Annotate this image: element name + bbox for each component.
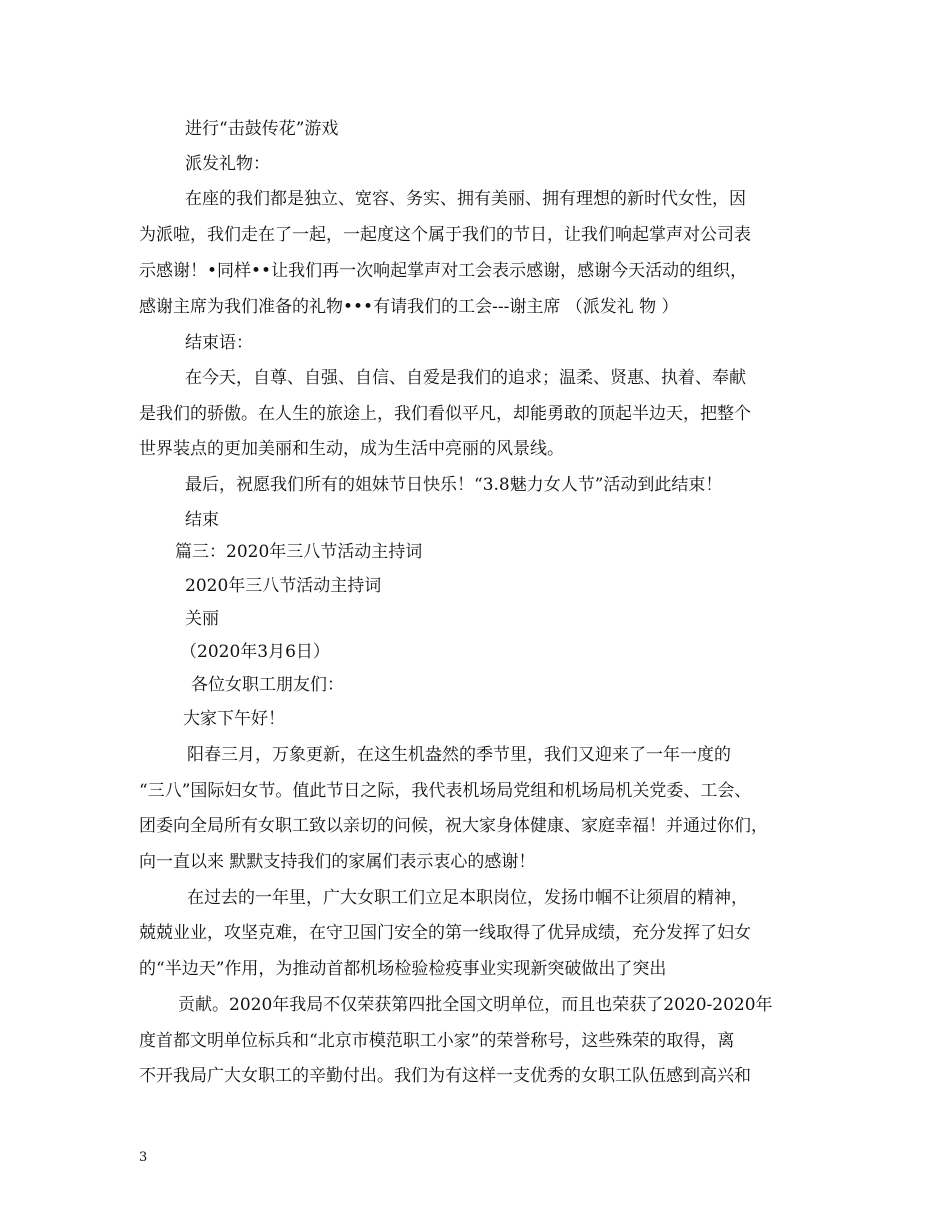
- text-line: 世界装点的更加美丽和生动，成为生活中亮丽的风景线。: [139, 439, 564, 459]
- text-line: 在座的我们都是独立、宽容、务实、拥有美丽、拥有理想的新时代女性，因: [185, 189, 746, 209]
- page-number: 3: [139, 1150, 148, 1165]
- text-line: 感谢主席为我们准备的礼物•••有请我们的工会---谢主席 （派发礼 物 ）: [139, 297, 679, 317]
- text-line: 在今天，自尊、自强、自信、自爱是我们的追求；温柔、贤惠、执着、奉献: [185, 368, 746, 388]
- text-line: 在过去的一年里，广大女职工们立足本职岗位，发扬巾帼不让须眉的精神，: [187, 888, 748, 908]
- text-line: 大家下午好！: [183, 709, 285, 729]
- text-line: 阳春三月，万象更新，在这生机盎然的季节里，我们又迎来了一年一度的: [187, 745, 731, 765]
- text-line: 各位女职工朋友们：: [191, 675, 344, 695]
- text-line: 不开我局广大女职工的辛勤付出。我们为有这样一支优秀的女职工队伍感到高兴和: [139, 1066, 751, 1086]
- text-line: 最后，祝愿我们所有的姐妹节日快乐！“3.8魅力女人节”活动到此结束！: [185, 475, 723, 495]
- text-line: 派发礼物：: [185, 154, 270, 174]
- text-line: 示感谢！•同样••让我们再一次响起掌声对工会表示感谢，感谢今天活动的组织，: [139, 261, 748, 281]
- text-line: 进行“击鼓传花”游戏: [185, 119, 339, 139]
- text-line: 度首都文明单位标兵和“北京市模范职工小家”的荣誉称号，这些殊荣的取得，离: [139, 1031, 735, 1051]
- text-line: 的“半边天”作用，为推动首都机场检验检疫事业实现新突破做出了突出: [139, 959, 667, 979]
- text-line: 结束语：: [185, 333, 253, 353]
- text-line: 2020年三八节活动主持词: [185, 576, 382, 596]
- text-line: 贡献。2020年我局不仅荣获第四批全国文明单位，而且也荣获了2020-2020年: [178, 995, 773, 1015]
- text-line: 是我们的骄傲。在人生的旅途上，我们看似平凡，却能勇敢的顶起半边天，把整个: [139, 404, 751, 424]
- text-line: 为派啦，我们走在了一起，一起度这个属于我们的节日，让我们响起掌声对公司表: [139, 225, 751, 245]
- text-line: 结束: [185, 510, 219, 530]
- text-line: 兢兢业业，攻坚克难，在守卫国门安全的第一线取得了优异成绩，充分发挥了妇女: [139, 923, 751, 943]
- text-line: 团委向全局所有女职工致以亲切的问候，祝大家身体健康、家庭幸福！并通过你们，: [139, 816, 768, 836]
- section-heading: 篇三：2020年三八节活动主持词: [175, 542, 423, 562]
- text-line: “三八”国际妇女节。值此节日之际，我代表机场局党组和机场局机关党委、工会、: [139, 781, 752, 801]
- text-line: 向一直以来 默默支持我们的家属们表示衷心的感谢！: [139, 852, 536, 872]
- text-line: （2020年3月6日）: [180, 642, 330, 662]
- text-line: 关丽: [185, 609, 219, 629]
